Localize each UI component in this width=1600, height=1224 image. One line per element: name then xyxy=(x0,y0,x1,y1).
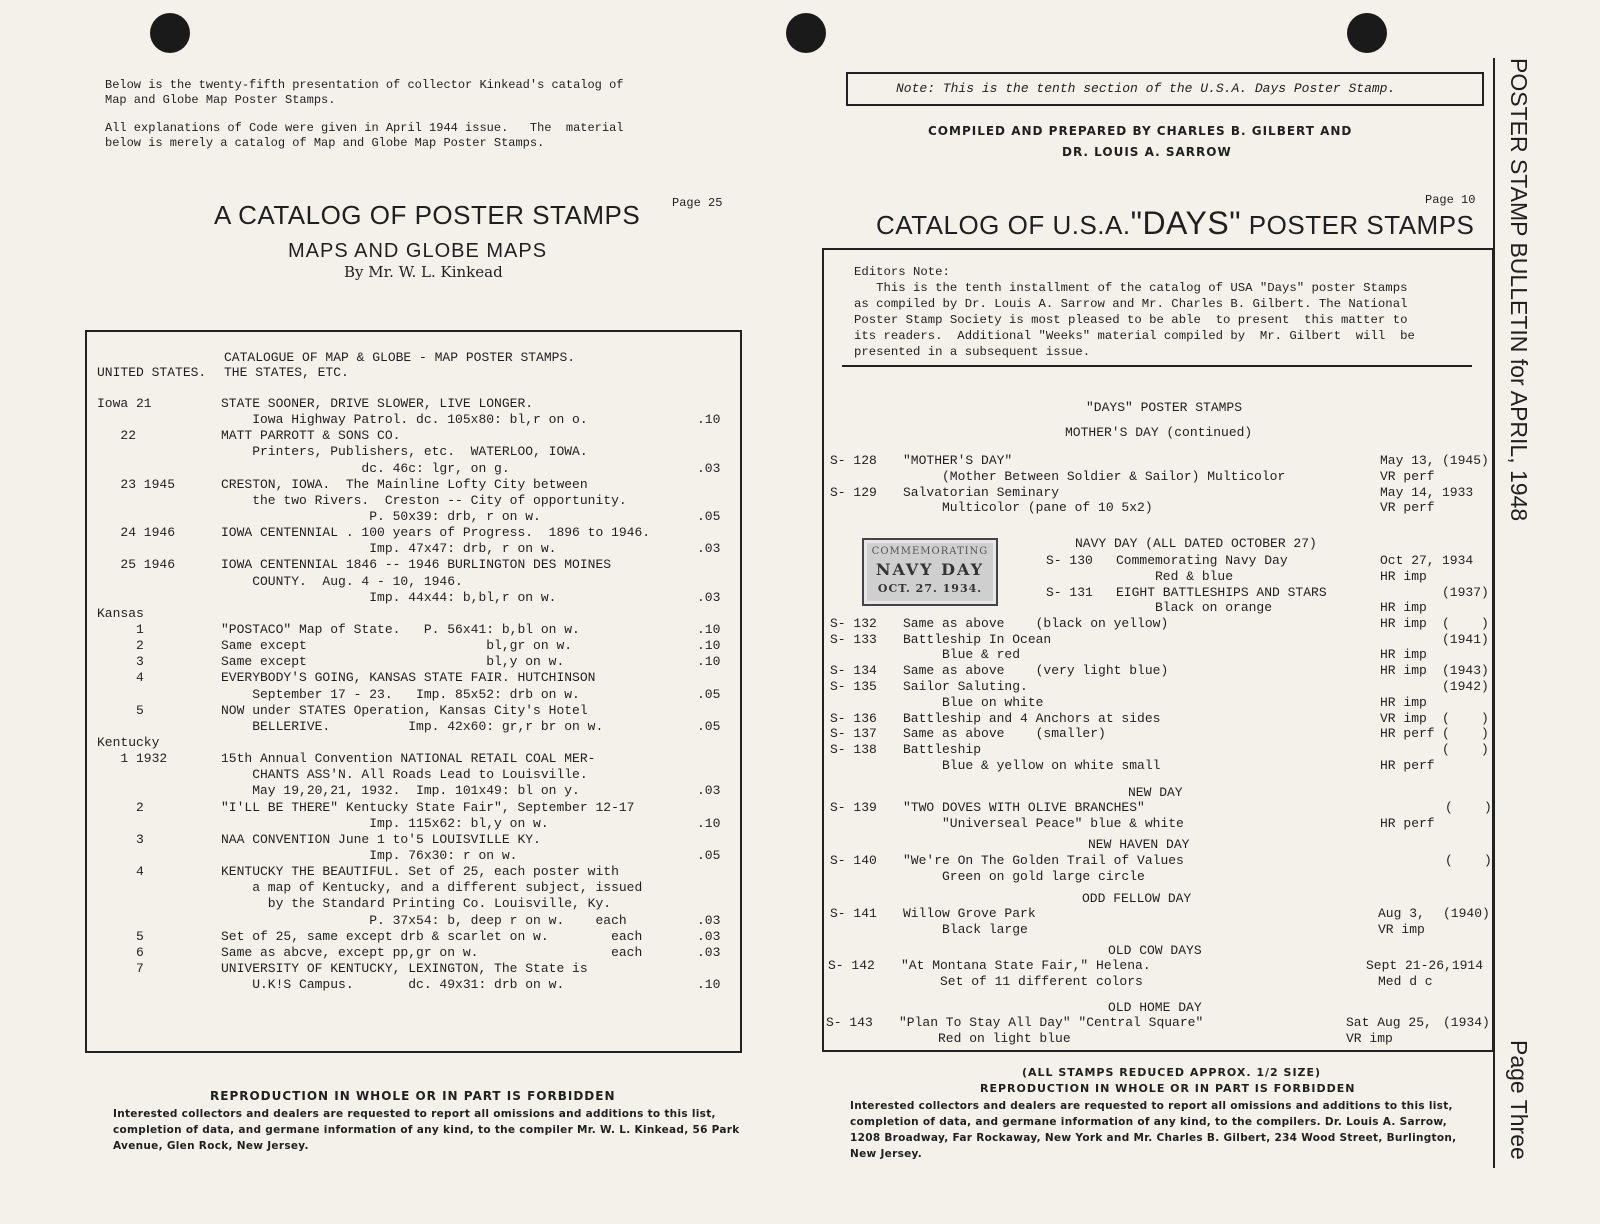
s140-year: ( ) xyxy=(1445,853,1492,868)
catalog-row-text: the two Rivers. Creston -- City of opportunity. xyxy=(221,492,627,508)
catalog-row-text: NAA CONVENTION June 1 to'5 LOUISVILLE KY. xyxy=(221,831,541,847)
catalog-row xyxy=(97,428,737,444)
stamp-entry xyxy=(830,695,1490,711)
catalog-row-price: .03 xyxy=(697,589,721,605)
catalog-row-text: Set of 25, same except drb & scarlet on w. each xyxy=(221,928,643,944)
catalog-row-text: Iowa Highway Patrol. dc. 105x80: bl,r on o. xyxy=(221,412,588,428)
catalog-row-text: by the Standard Printing Co. Louisville, Ky. xyxy=(221,896,612,912)
catalog-row xyxy=(97,848,737,864)
s141-text: Willow Grove Park xyxy=(903,906,1036,921)
stamp-entry-perf: VR perf xyxy=(1380,500,1435,516)
section-subtitle: MOTHER'S DAY (continued) xyxy=(1065,425,1253,440)
s139-num: S- 139 xyxy=(830,800,877,815)
stamp-entry-date: HR imp xyxy=(1380,568,1427,584)
stamp-entry-perf: HR perf xyxy=(1380,757,1435,773)
stamp-text-3: OCT. 27. 1934. xyxy=(877,582,983,595)
stamp-entry xyxy=(830,758,1490,774)
catalog-row-text: STATE SOONER, DRIVE SLOWER, LIVE LONGER. xyxy=(221,396,534,411)
stamp-entry-year: (1942) xyxy=(1442,678,1489,694)
catalog-row-number: Iowa 21 xyxy=(97,396,152,411)
footer-note-right: Interested collectors and dealers are requested to report all omissions and additions to this list, completion of data, and germane information of any kind, to the compilers. Dr. Louis A. Sarrow, 1208 Broadway, Far Rockaway, New York and Mr. Charles B. Gilbert, 234 Wood Street, Burlington, New Jersey. xyxy=(850,1100,1457,1160)
stamp-entry-num: S- 136 xyxy=(830,710,877,726)
catalog-row xyxy=(97,574,737,590)
stamp-entry-year: ( ) xyxy=(1442,710,1489,726)
stamp-entry-text: Battleship xyxy=(903,742,982,758)
stamp-entry xyxy=(830,679,1490,695)
catalog-row-number: 22 xyxy=(97,428,137,444)
stamp-entry-num: S- 132 xyxy=(830,615,877,631)
old-home-heading: OLD HOME DAY xyxy=(1108,1000,1202,1015)
stamp-entry-num: S- 138 xyxy=(830,742,877,758)
title-part-b: "DAYS" xyxy=(1130,205,1242,241)
catalog-row-text: 15th Annual Convention NATIONAL RETAIL COAL MER- xyxy=(221,751,596,767)
stamp-entry xyxy=(830,663,1490,679)
page-label-right: Page 10 xyxy=(1425,193,1476,207)
forbidden-notice-right: REPRODUCTION IN WHOLE OR IN PART IS FORBIDDEN xyxy=(980,1082,1356,1095)
odd-fellow-heading: ODD FELLOW DAY xyxy=(1082,891,1192,906)
stamp-entry xyxy=(830,453,1490,469)
stamp-entry-text: Battleship In Ocean xyxy=(903,631,1052,647)
stamp-entry-text: Black on orange xyxy=(1116,600,1273,616)
catalog-row-text: MATT PARROTT & SONS CO. xyxy=(221,428,401,444)
s141-num: S- 141 xyxy=(830,906,877,921)
catalog-row-text: Same as abcve, except pp,gr on w. each xyxy=(221,944,643,960)
catalog-row-number: 1 xyxy=(97,621,144,637)
catalog-row-number: 4 xyxy=(97,864,144,880)
days-catalog-title xyxy=(876,205,1474,242)
catalog-row-number: 23 1945 xyxy=(97,476,176,492)
catalog-row xyxy=(97,638,737,654)
catalog-row xyxy=(97,816,737,832)
catalog-row xyxy=(97,800,737,816)
catalog-row-text: September 17 - 23. Imp. 85x52: drb on w. xyxy=(221,686,580,702)
catalog-row xyxy=(97,525,737,541)
stamp-entry-text: Red & blue xyxy=(1116,568,1234,584)
catalog-row-text: Imp. 76x30: r on w. xyxy=(221,847,518,863)
catalog-row-number: 2 xyxy=(97,799,144,815)
box-header-1: CATALOGUE OF MAP & GLOBE - MAP POSTER STAMPS. xyxy=(224,350,576,365)
catalog-row-text: CRESTON, IOWA. The Mainline Lofty City between xyxy=(221,476,588,492)
stamp-entry-text: Sailor Saluting. xyxy=(903,678,1028,694)
catalog-row-number: 7 xyxy=(97,960,144,976)
spine-rule xyxy=(1493,58,1495,1168)
stamp-entry-year: (1945) xyxy=(1442,453,1489,468)
catalog-row xyxy=(97,929,737,945)
catalog-row-price: .05 xyxy=(697,686,721,702)
catalog-row-price: .03 xyxy=(697,944,721,960)
stamp-entry xyxy=(1046,585,1490,601)
box-header-2: THE STATES, ETC. xyxy=(224,365,349,380)
stamp-entry-text: Blue & yellow on white small xyxy=(903,757,1161,773)
intro-paragraph-2: All explanations of Code were given in April 1944 issue. The material below is merely a catalog of Map and Globe Map Poster Stamps. xyxy=(105,121,624,150)
s139-text2: "Universeal Peace" blue & white xyxy=(903,816,1184,831)
s142-num: S- 142 xyxy=(828,958,875,973)
catalog-row xyxy=(97,880,737,896)
s140-num: S- 140 xyxy=(830,853,877,868)
catalog-row-number: 3 xyxy=(97,831,144,847)
catalog-row-number: 1 1932 xyxy=(97,751,168,767)
stamp-entry-year: ( ) xyxy=(1442,742,1489,758)
catalog-row-number: Kansas xyxy=(97,605,144,621)
bulletin-spine-title: POSTER STAMP BULLETIN for APRIL, 1948 xyxy=(1506,58,1532,522)
stamp-entry-year: (1941) xyxy=(1442,631,1489,647)
title-part-c: POSTER STAMPS xyxy=(1241,210,1475,240)
stamp-entry-num: S- 128 xyxy=(830,453,877,468)
catalog-row-text: May 19,20,21, 1932. Imp. 101x49: bl on y. xyxy=(221,783,580,799)
s140-text: "We're On The Golden Trail of Values xyxy=(903,853,1184,868)
stamp-entry-perf: HR imp xyxy=(1380,600,1427,615)
stamp-entry-date: May 13, xyxy=(1380,453,1435,468)
catalog-row-number: 6 xyxy=(97,944,144,960)
catalog-row xyxy=(97,703,737,719)
catalog-row xyxy=(97,945,737,961)
catalog-row-price: .03 xyxy=(697,783,721,799)
catalog-row-price: .10 xyxy=(697,638,721,654)
stamp-entry-text: Blue on white xyxy=(903,694,1044,710)
catalog-row-price: .03 xyxy=(697,541,721,557)
stamp-entry-text: "MOTHER'S DAY" xyxy=(903,453,1013,468)
s143-text: "Plan To Stay All Day" "Central Square" xyxy=(899,1015,1204,1030)
catalog-row xyxy=(97,477,737,493)
s139-perf: HR perf xyxy=(1380,816,1435,831)
catalog-row-text: P. 37x54: b, deep r on w. each xyxy=(221,912,627,928)
catalog-row-price: .10 xyxy=(697,412,721,428)
entries-battleships xyxy=(830,600,1490,774)
catalog-row-text: "I'LL BE THERE" Kentucky State Fair", September 12-17 xyxy=(221,799,635,815)
catalog-row xyxy=(97,493,737,509)
new-haven-heading: NEW HAVEN DAY xyxy=(1088,837,1190,852)
catalog-row xyxy=(97,412,737,428)
stamp-entry-year: 1934 xyxy=(1442,553,1474,568)
catalog-row-price: .05 xyxy=(697,508,721,524)
catalog-row-number: 5 xyxy=(97,702,144,718)
stamp-entry-num: S- 129 xyxy=(830,484,877,500)
compiled-line-1: COMPILED AND PREPARED BY CHARLES B. GILBERT AND xyxy=(928,124,1353,138)
intro-paragraph-1: Below is the twenty-fifth presentation of collector Kinkead's catalog of Map and Globe Map Poster Stamps. xyxy=(105,78,624,107)
catalog-row-text: IOWA CENTENNIAL 1846 -- 1946 BURLINGTON DES MOINES xyxy=(221,557,612,573)
stamp-entry-text: (Mother Between Soldier & Sailor) Multicolor xyxy=(903,468,1286,484)
catalog-row-price: .05 xyxy=(697,847,721,863)
s142-text2: Set of 11 different colors xyxy=(901,974,1143,989)
catalog-row-price: .05 xyxy=(697,718,721,734)
stamp-entry xyxy=(830,632,1490,648)
catalog-row-price: .03 xyxy=(697,460,721,476)
catalog-row xyxy=(97,961,737,977)
catalog-row-text: U.K!S Campus. dc. 49x31: drb on w. xyxy=(221,977,565,993)
stamp-entry xyxy=(1046,569,1490,585)
s143-perf: VR imp xyxy=(1346,1031,1393,1046)
stamp-entry-text: Multicolor (pane of 10 5x2) xyxy=(903,500,1153,516)
punch-hole xyxy=(786,13,826,53)
catalog-row-price: .10 xyxy=(697,621,721,637)
catalog-row-text: Imp. 44x44: b,bl,r on w. xyxy=(221,589,557,605)
s143-year: (1934) xyxy=(1443,1015,1490,1030)
stamp-entry xyxy=(830,469,1490,485)
s141-year: (1940) xyxy=(1443,906,1490,921)
s143-date: Sat Aug 25, xyxy=(1346,1015,1432,1030)
s143-text2: Red on light blue xyxy=(899,1031,1071,1046)
catalog-row-text: IOWA CENTENNIAL . 100 years of Progress. 1896 to 1946. xyxy=(221,525,651,541)
byline: By Mr. W. L. Kinkead xyxy=(344,263,503,281)
catalog-row-price: .10 xyxy=(697,654,721,670)
catalog-row-text: COUNTY. Aug. 4 - 10, 1946. xyxy=(221,573,463,589)
catalog-row xyxy=(97,735,737,751)
stamp-entry-year: (1937) xyxy=(1442,584,1489,600)
entries-mothers-day xyxy=(830,453,1490,516)
stamp-entry-text: Battleship and 4 Anchors at sides xyxy=(903,710,1161,726)
stamp-entry-year: 1933 xyxy=(1442,484,1474,500)
catalog-row-text: BELLERIVE. Imp. 42x60: gr,r br on w. xyxy=(221,718,604,734)
s142-date: Sept 21-26,1914 xyxy=(1366,958,1484,973)
s141-text2: Black large xyxy=(903,922,1028,937)
s143-num: S- 143 xyxy=(826,1015,873,1030)
stamp-entry xyxy=(830,647,1490,663)
stamp-entry xyxy=(830,485,1490,501)
page-three-label: Page Three xyxy=(1506,1040,1532,1160)
stamp-entry xyxy=(830,711,1490,727)
stamp-entry-perf: HR perf xyxy=(1380,726,1435,742)
stamp-entry-year: ( ) xyxy=(1442,615,1489,631)
s142-perf: Med d c xyxy=(1378,974,1433,989)
catalog-row xyxy=(97,396,737,412)
stamp-entry-text: Blue & red xyxy=(903,647,1021,663)
catalog-row xyxy=(97,719,737,735)
stamp-entry-perf: HR imp xyxy=(1380,663,1427,679)
stamp-entry-text: Same as above (smaller) xyxy=(903,726,1106,742)
page-label: Page 25 xyxy=(672,196,723,210)
punch-hole xyxy=(1347,13,1387,53)
catalog-row xyxy=(97,670,737,686)
catalog-row-text: P. 50x39: drb, r on w. xyxy=(221,508,541,524)
catalog-row-text: UNIVERSITY OF KENTUCKY, LEXINGTON, The State is xyxy=(221,960,588,976)
catalog-row xyxy=(97,622,737,638)
stamp-entry-year: ( ) xyxy=(1442,726,1489,742)
title-part-a: CATALOG OF U.S.A. xyxy=(876,210,1131,240)
catalog-row-text: Printers, Publishers, etc. WATERLOO, IOWA. xyxy=(221,444,588,460)
catalog-row-text: "POSTACO" Map of State. P. 56x41: b,bl on w. xyxy=(221,621,580,637)
stamp-entry-year: (1943) xyxy=(1442,663,1489,679)
catalog-row-text: CHANTS ASS'N. All Roads Lead to Louisville. xyxy=(221,767,588,783)
catalog-row xyxy=(97,913,737,929)
punch-hole xyxy=(150,13,190,53)
box-header-left: UNITED STATES. xyxy=(97,365,207,380)
stamp-entry xyxy=(1046,553,1490,569)
catalog-row-text: dc. 46c: lgr, on g. xyxy=(221,460,510,476)
navy-header: NAVY DAY (ALL DATED OCTOBER 27) xyxy=(1075,536,1317,551)
old-cow-heading: OLD COW DAYS xyxy=(1108,943,1202,958)
catalog-row-number: 25 1946 xyxy=(97,557,176,573)
stamp-entry-num: S- 131 xyxy=(1046,584,1093,600)
catalog-row-price: .10 xyxy=(697,815,721,831)
catalog-row-number: Kentucky xyxy=(97,734,160,750)
catalog-row-text: KENTUCKY THE BEAUTIFUL. Set of 25, each poster with xyxy=(221,864,619,880)
divider xyxy=(842,365,1472,367)
catalog-row-number: 5 xyxy=(97,928,144,944)
catalog-row xyxy=(97,977,737,993)
catalog-row xyxy=(97,783,737,799)
catalog-row-price: .03 xyxy=(697,928,721,944)
catalog-row-text: NOW under STATES Operation, Kansas City's Hotel xyxy=(221,702,588,718)
catalog-row-price: .03 xyxy=(697,912,721,928)
stamp-entry xyxy=(830,600,1490,616)
note-text: Note: This is the tenth section of the U.S.A. Days Poster Stamp. xyxy=(896,81,1396,96)
forbidden-notice: REPRODUCTION IN WHOLE OR IN PART IS FORBIDDEN xyxy=(210,1089,616,1103)
catalog-row xyxy=(97,864,737,880)
reduced-note: (ALL STAMPS REDUCED APPROX. 1/2 SIZE) xyxy=(1022,1066,1322,1079)
catalog-row xyxy=(97,751,737,767)
catalog-row-text: a map of Kentucky, and a different subject, issued xyxy=(221,880,643,896)
catalog-row xyxy=(97,590,737,606)
catalog-row xyxy=(97,444,737,460)
catalog-row-text: EVERYBODY'S GOING, KANSAS STATE FAIR. HUTCHINSON xyxy=(221,670,596,686)
catalog-list xyxy=(97,396,737,993)
stamp-entry-date: May 14, xyxy=(1380,484,1435,500)
stamp-entry-perf: HR imp xyxy=(1380,694,1427,710)
navy-day-stamp xyxy=(862,538,998,606)
stamp-entry-num: S- 130 xyxy=(1046,553,1093,568)
stamp-entry-text: Salvatorian Seminary xyxy=(903,484,1060,500)
catalog-subtitle: MAPS AND GLOBE MAPS xyxy=(288,240,548,262)
catalog-row-text: Same except bl,y on w. xyxy=(221,654,565,670)
stamp-entry-num: S- 133 xyxy=(830,631,877,647)
editors-note: Editors Note: This is the tenth installment of the catalog of USA "Days" poster Stamps as compiled by Dr. Louis A. Sarrow and Mr. Charles B. Gilbert. The National Poster Stamp Society is most pleased to be able to present this matter to its readers. Additional "Weeks" material compiled by Mr. Gilbert will be presented in a subsequent issue. xyxy=(854,265,1415,359)
catalog-row xyxy=(97,896,737,912)
catalog-row xyxy=(97,606,737,622)
stamp-entry xyxy=(830,742,1490,758)
catalog-row xyxy=(97,557,737,573)
stamp-entry xyxy=(830,500,1490,516)
s141-perf: VR imp xyxy=(1378,922,1425,937)
stamp-entry-num: S- 134 xyxy=(830,663,877,679)
s141-date: Aug 3, xyxy=(1378,906,1425,921)
stamp-entry-text: Same as above (black on yellow) xyxy=(903,615,1169,631)
stamp-entry-perf: HR imp xyxy=(1380,615,1427,631)
stamp-entry-date: Oct 27, xyxy=(1380,553,1435,568)
catalog-row-text: Imp. 115x62: bl,y on w. xyxy=(221,815,549,831)
stamp-entry-perf: VR perf xyxy=(1380,468,1435,484)
stamp-entry-num: S- 135 xyxy=(830,678,877,694)
catalog-row xyxy=(97,461,737,477)
stamp-entry-perf: VR imp xyxy=(1380,710,1427,726)
catalog-row xyxy=(97,687,737,703)
stamp-text-1: COMMEMORATING xyxy=(871,546,989,557)
catalog-row-number: 2 xyxy=(97,638,144,654)
catalog-row xyxy=(97,509,737,525)
catalog-row-number: 3 xyxy=(97,654,144,670)
s139-year: ( ) xyxy=(1445,800,1492,815)
stamp-entry-text: EIGHT BATTLESHIPS AND STARS xyxy=(1116,584,1327,600)
footer-note: Interested collectors and dealers are requested to report all omissions and additions to this list, completion of data, and germane information of any kind, to the compiler Mr. W. L. Kinkead, 56 Park Avenue, Glen Rock, New Jersey. xyxy=(113,1108,740,1152)
stamp-entry xyxy=(830,616,1490,632)
s142-text: "At Montana State Fair," Helena. xyxy=(901,958,1151,973)
catalog-row xyxy=(97,767,737,783)
catalog-row-number: 24 1946 xyxy=(97,525,176,541)
compiled-line-2: DR. LOUIS A. SARROW xyxy=(1062,145,1232,159)
stamp-entry-text: Same as above (very light blue) xyxy=(903,663,1169,679)
catalog-row-text: Same except bl,gr on w. xyxy=(221,638,573,654)
catalog-row xyxy=(97,832,737,848)
stamp-text-2: NAVY DAY xyxy=(875,560,985,579)
catalog-row xyxy=(97,541,737,557)
catalog-title: A CATALOG OF POSTER STAMPS xyxy=(214,200,641,230)
s139-text: "TWO DOVES WITH OLIVE BRANCHES" xyxy=(903,800,1145,815)
stamp-entry xyxy=(830,726,1490,742)
catalog-row-price: .10 xyxy=(697,977,721,993)
stamp-entry-perf: HR imp xyxy=(1380,647,1427,663)
catalog-row-number: 4 xyxy=(97,670,144,686)
new-day-heading: NEW DAY xyxy=(1128,785,1183,800)
section-title: "DAYS" POSTER STAMPS xyxy=(1086,400,1243,415)
stamp-entry-text: Commemorating Navy Day xyxy=(1116,553,1288,568)
catalog-row xyxy=(97,654,737,670)
catalog-row-text: Imp. 47x47: drb, r on w. xyxy=(221,541,557,557)
stamp-entry-num: S- 137 xyxy=(830,726,877,742)
s140-text2: Green on gold large circle xyxy=(903,869,1145,884)
